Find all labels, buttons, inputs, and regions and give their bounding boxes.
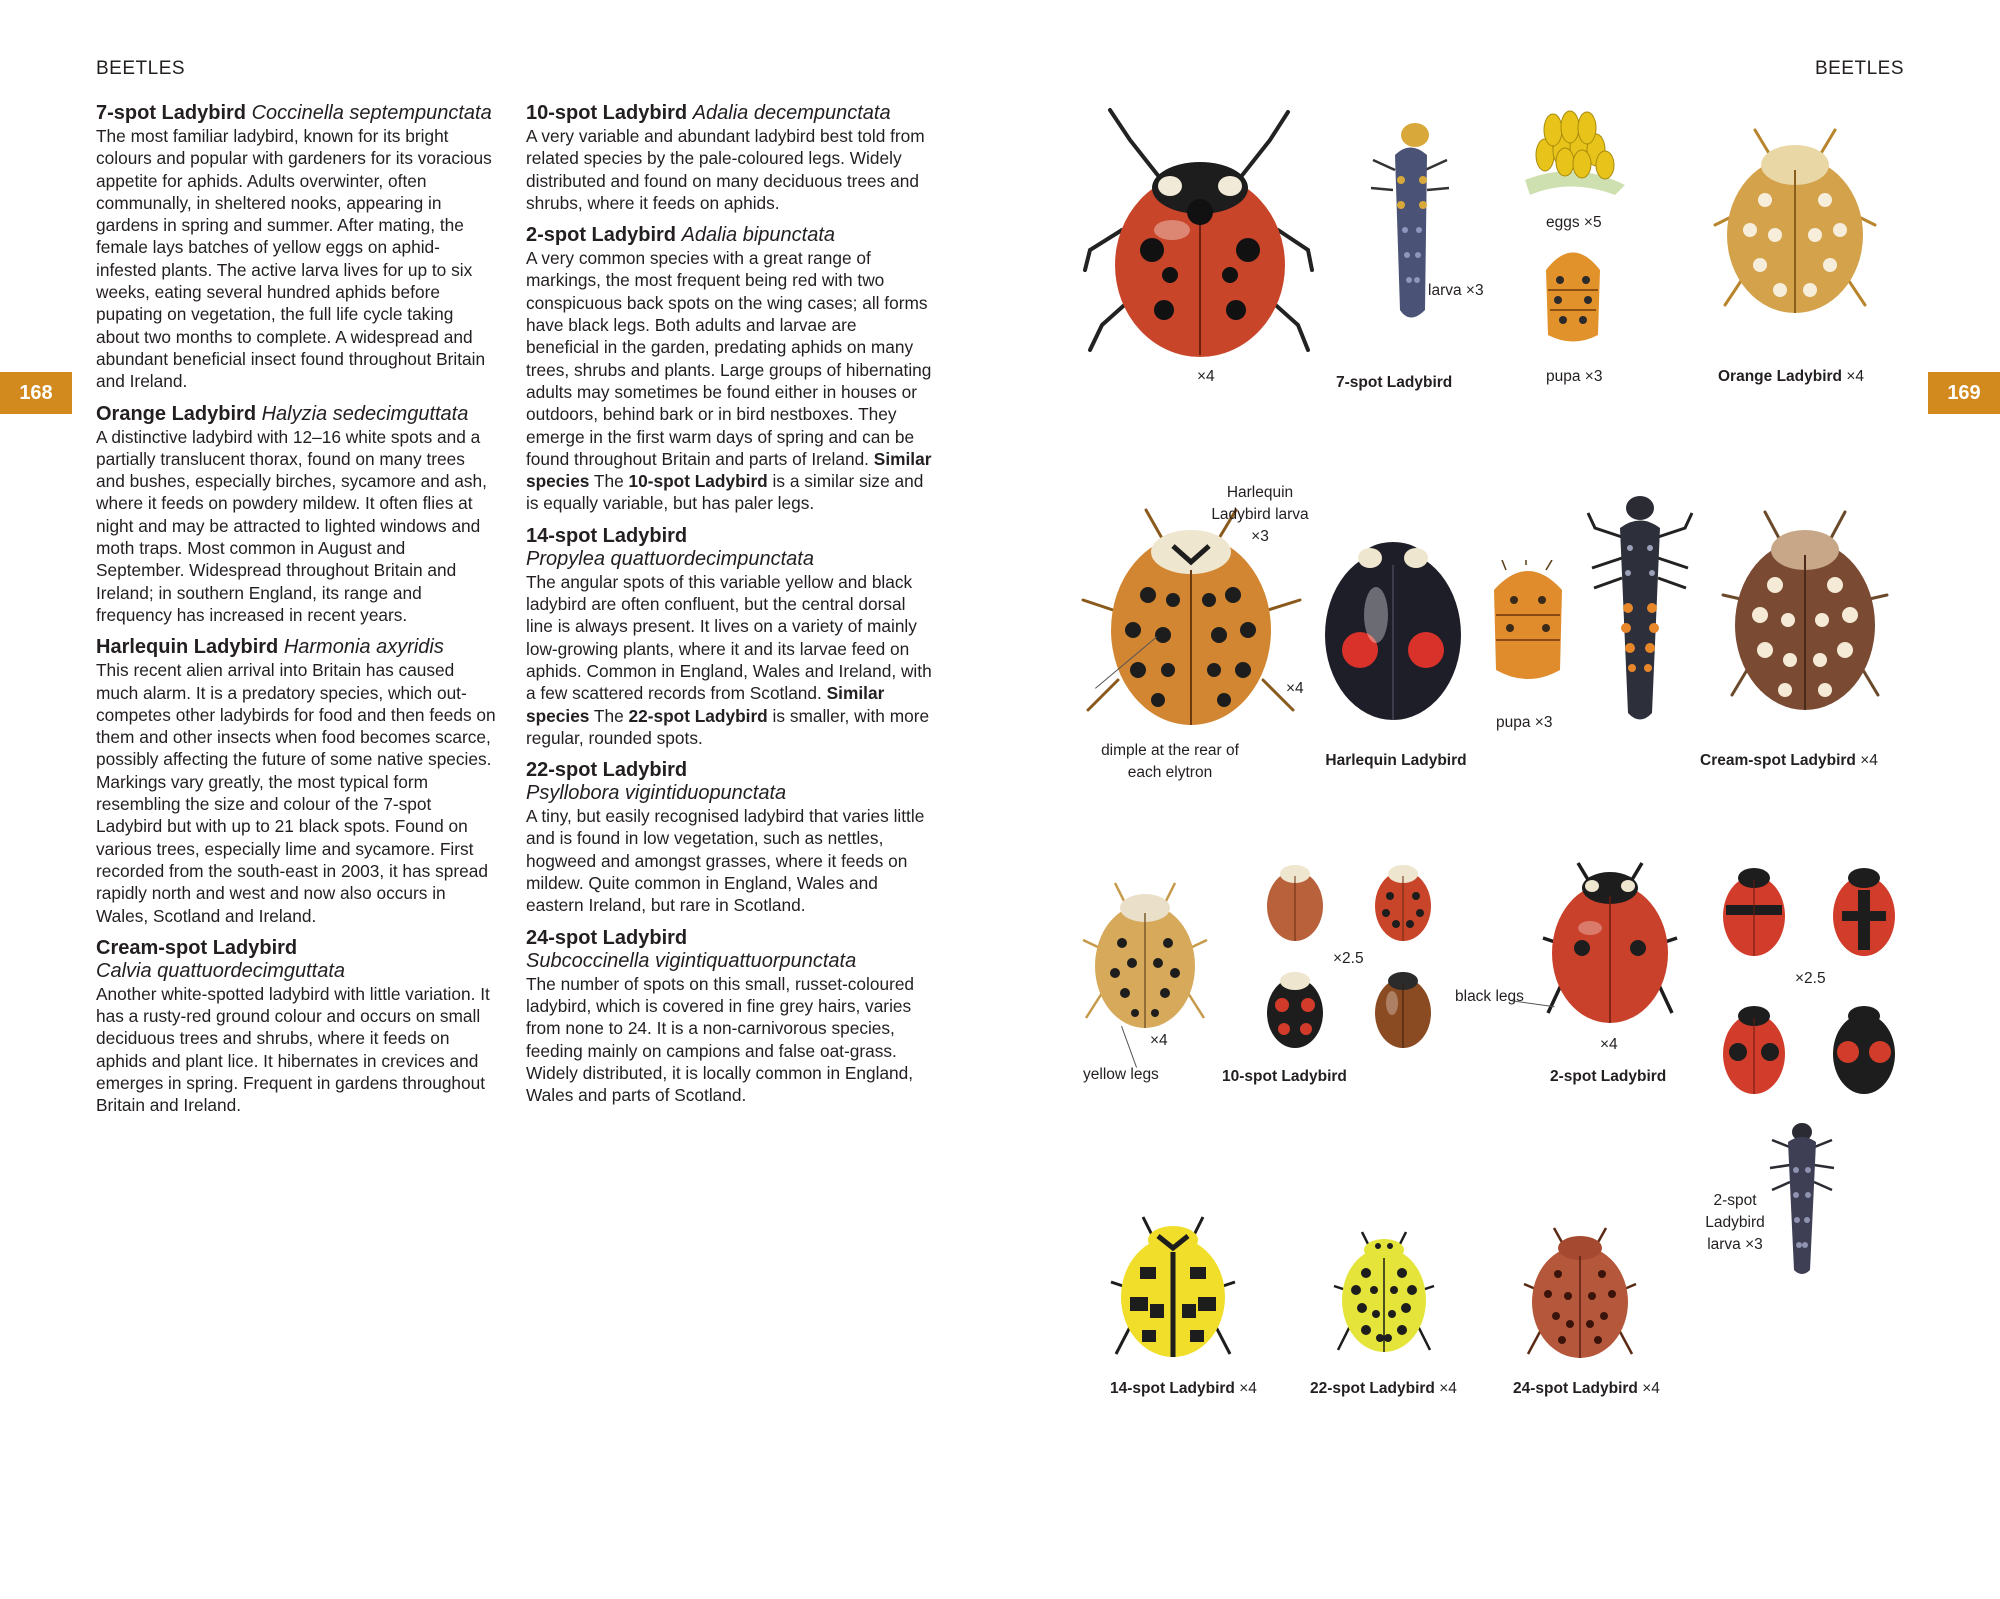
entry-body: Another white-spotted ladybird with little variation. It has a rusty-red ground colour and occurs on small deciduous trees and shrubs, where it feeds on aphids and plant lice. It hibernates in crevices and emerges in spring. Frequent in gardens throughout Britain and Ireland.: [96, 983, 490, 1116]
running-head: BEETLES: [96, 58, 186, 79]
common-name: 24-spot Ladybird: [526, 926, 688, 949]
magnification-label: ×2.5: [1333, 950, 1364, 967]
text-column-2: [526, 100, 932, 1116]
two-spot-ladybird-form-3-illustration: [1828, 860, 1900, 960]
pupa-label: pupa ×3: [1546, 368, 1603, 385]
entry-body: This recent alien arrival into Britain has caused much alarm. It is a predatory species, which out-competes other ladybirds for food and then feeds on them and other insects when food becomes scarce, possibly affecting the future of some native species. Markings vary greatly, the most typical form resembling the size and colour of the 7-spot Ladybird but with up to 21 black spots. Found on various trees, especially lime and sycamore. First recorded from the south-east in 2003, it has spread rapidly north and west and now also occurs in Wales, Scotland and Ireland.: [96, 660, 496, 926]
ten-spot-ladybird-form-5-illustration: [1370, 965, 1436, 1051]
orange-ladybird-illustration: [1710, 115, 1880, 330]
dimple-annotation: dimple at the rear of each elytron: [1101, 742, 1239, 781]
common-name: 7-spot Ladybird: [96, 102, 247, 124]
latin-name: Calvia quattuordecimguttata: [96, 959, 346, 982]
species-label: Cream-spot Ladybird ×4: [1700, 752, 1878, 769]
ladybird-pupa-illustration: [1538, 240, 1608, 350]
species-label: 7-spot Ladybird: [1336, 374, 1453, 391]
latin-name: Propylea quattuordecimpunctata: [526, 547, 814, 570]
right-page: [1000, 0, 2000, 1599]
eggs-label: eggs ×5: [1546, 214, 1602, 231]
common-name: Cream-spot Ladybird: [96, 936, 298, 959]
larva-label: larva ×3: [1428, 282, 1484, 299]
magnification-label: ×4: [1150, 1032, 1168, 1049]
running-head: BEETLES: [1814, 58, 1904, 79]
magnification-label: ×4: [1197, 368, 1215, 385]
two-spot-ladybird-form-5-illustration: [1828, 998, 1900, 1098]
two-spot-larva-label: 2-spot Ladybird larva ×3: [1705, 1192, 1765, 1253]
entry-body: The number of spots on this small, russet-coloured ladybird, which is covered in fine grey hairs, varies from none to 24. It is a non-carnivorous species, feeding mainly on campions and false oat-grass. Widely distributed, it is locally common in England, Wales and parts of Scotland.: [526, 973, 915, 1106]
two-spot-ladybird-form-4-illustration: [1718, 998, 1790, 1098]
similar-species-label: Similar species: [526, 683, 885, 726]
species-entry: [96, 102, 498, 393]
yellow-legs-annotation: yellow legs: [1083, 1066, 1159, 1083]
latin-name: Halyzia sedecimguttata: [261, 402, 469, 425]
twentytwo-spot-ladybird-illustration: [1332, 1228, 1436, 1360]
text-column-1: [96, 100, 498, 1127]
species-entry: [526, 759, 932, 916]
species-entry: [96, 937, 498, 1117]
seven-spot-ladybird-illustration: [1080, 100, 1320, 360]
common-name: 14-spot Ladybird: [526, 524, 688, 547]
species-entry: [96, 403, 498, 627]
species-entry: [96, 636, 498, 927]
ten-spot-ladybird-form-2-illustration: [1262, 858, 1328, 944]
fourteen-spot-ladybird-illustration: [1108, 1212, 1238, 1362]
latin-name: Adalia bipunctata: [681, 224, 836, 247]
cream-spot-ladybird-illustration: [1720, 500, 1890, 725]
pupa-label: pupa ×3: [1496, 714, 1553, 731]
black-legs-annotation: black legs: [1455, 988, 1524, 1005]
common-name: Harlequin Ladybird: [96, 636, 279, 659]
two-spot-larva-illustration: [1762, 1120, 1842, 1280]
ladybird-eggs-illustration: [1520, 100, 1630, 200]
harlequin-larva-label: Harlequin Ladybird larva ×3: [1211, 484, 1309, 545]
similar-species-name: 10-spot Ladybird: [628, 471, 768, 492]
common-name: 10-spot Ladybird: [526, 102, 688, 124]
common-name: Orange Ladybird: [96, 402, 257, 425]
species-label: Orange Ladybird ×4: [1718, 368, 1865, 385]
entry-body: The angular spots of this variable yellow and black ladybird are often confluent, but the central dorsal line is always present. It lives on a variety of mainly low-growing plants, where it and its larvae feed on aphids. Common in England, Wales and Ireland, with a few scattered records from Scotland. Similar species The 22-spot Ladybird is smaller, with more regular, rounded spots.: [526, 571, 932, 748]
harlequin-larva-illustration: [1580, 488, 1700, 728]
species-entry: [526, 102, 932, 214]
entry-body: A very common species with a great range of markings, the most frequent being red with two conspicuous back spots on the wing cases; all forms have black legs. Both adults and larvae are beneficial in the garden, predating aphids on many trees, shrubs and plants. Large groups of hibernating adults may sometimes be found either in houses or outdoors, behind bark or in bird nestboxes. They emerge in the first warm days of spring and can be found throughout Britain and parts of Ireland. Similar species The 10-spot Ladybird is a similar size and is equally variable, but has paler legs.: [526, 248, 932, 514]
page-number-tab: 169: [1928, 372, 2000, 414]
two-spot-ladybird-form-2-illustration: [1718, 860, 1790, 960]
species-label: 10-spot Ladybird: [1222, 1068, 1347, 1085]
species-label: 2-spot Ladybird: [1550, 1068, 1667, 1085]
entry-body: A distinctive ladybird with 12–16 white spots and a partially translucent thorax, found on many trees and bushes, especially birches, sycamore and ash, where it feeds on powdery mildew. It often flies at night and may be attracted to lighted windows and moth traps. Most common in August and September. Widespread throughout Britain and Ireland; in southern England, its range and frequency has increased in recent years.: [96, 426, 487, 625]
species-label: 14-spot Ladybird ×4: [1110, 1380, 1257, 1397]
species-entry: [526, 525, 932, 749]
species-entry: [526, 927, 932, 1107]
species-entry: [526, 224, 932, 515]
common-name: 2-spot Ladybird: [526, 224, 677, 247]
magnification-label: ×2.5: [1795, 970, 1826, 987]
twentyfour-spot-ladybird-illustration: [1522, 1224, 1638, 1364]
latin-name: Psyllobora vigintiduopunctata: [526, 782, 787, 805]
species-label: 22-spot Ladybird ×4: [1310, 1380, 1457, 1397]
species-label: Harlequin Ladybird: [1325, 752, 1467, 769]
page-number-tab: 168: [0, 372, 72, 414]
similar-species-label: Similar species: [526, 448, 932, 492]
similar-species-name: 22-spot Ladybird: [628, 705, 768, 726]
species-label: 24-spot Ladybird ×4: [1513, 1380, 1660, 1397]
magnification-label: ×4: [1286, 680, 1304, 697]
ten-spot-ladybird-form-4-illustration: [1262, 965, 1328, 1051]
magnification-label: ×4: [1600, 1036, 1618, 1053]
ten-spot-ladybird-form-3-illustration: [1370, 858, 1436, 944]
latin-name: Subcoccinella vigintiquattuorpunctata: [526, 949, 857, 972]
common-name: 22-spot Ladybird: [526, 759, 688, 782]
harlequin-ladybird-black-form-illustration: [1318, 525, 1468, 725]
entry-body: A very variable and abundant ladybird best told from related species by the pale-coloured legs. Widely distributed and found on many deciduous trees and shrubs, where it feeds on aphids.: [526, 126, 925, 213]
entry-body: A tiny, but easily recognised ladybird that varies little and is found in low vegetation, such as nettles, hogweed and amongst grasses, where it feeds on mildew. Quite common in England, Wales and eastern Ireland, but rare in Scotland.: [526, 806, 925, 916]
latin-name: Adalia decempunctata: [692, 102, 891, 124]
two-spot-ladybird-illustration: [1540, 858, 1680, 1028]
harlequin-pupa-illustration: [1486, 560, 1570, 690]
latin-name: Coccinella septempunctata: [251, 102, 492, 124]
ten-spot-ladybird-yellow-form-illustration: [1080, 878, 1210, 1038]
latin-name: Harmonia axyridis: [283, 636, 444, 659]
entry-body: The most familiar ladybird, known for its bright colours and popular with gardeners for its voracious appetite for aphids. Adults overwinter, often communally, in sheltered nooks, appearing in gardens in spring and summer. After mating, the female lays batches of yellow eggs on aphid-infested plants. The active larva lives for up to six weeks, eating several hundred aphids before pupating on vegetation, the full life cycle taking about two months to complete. A widespread and abundant beneficial insect found throughout Britain and Ireland.: [96, 126, 492, 392]
